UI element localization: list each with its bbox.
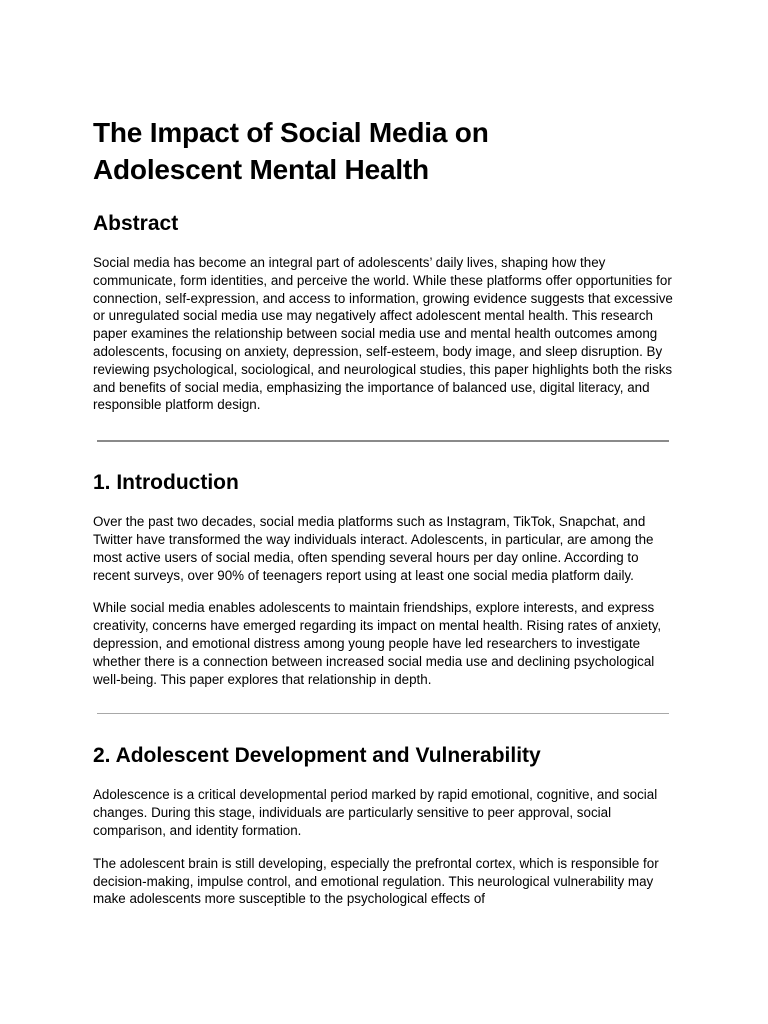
- introduction-paragraph-2: While social media enables adolescents to maintain friendships, explore interests, and express creativity, concerns have emerged regarding its impact on mental health. Rising rates of anxiety, depression, and emotional distress among young people have led researchers to investigate whether there is a connection between increased social media use and declining psychological well-being. This paper explores that relationship in depth.: [93, 600, 662, 687]
- document-page: [93, 114, 673, 908]
- document-title: [93, 114, 673, 188]
- development-heading: 2. Adolescent Development and Vulnerability: [93, 744, 541, 768]
- introduction-heading: 1. Introduction: [93, 471, 239, 495]
- development-paragraph-1: Adolescence is a critical developmental period marked by rapid emotional, cognitive, and social changes. During this stage, individuals are particularly sensitive to peer approval, social comparison, and identity formation.: [93, 787, 658, 838]
- abstract-heading: Abstract: [93, 212, 179, 235]
- abstract-paragraph: Social media has become an integral part of adolescents’ daily lives, shaping how they communicate, form identities, and perceive the world. While these platforms offer opportunities for connection, self-expression, and access to information, growing evidence suggests that excessive or unregulated social media use may negatively affect adolescent mental health. This research paper examines the relationship between social media use and mental health outcomes among adolescents, focusing on anxiety, depression, self-esteem, body image, and sleep disruption. By reviewing psychological, sociological, and neurological studies, this paper highlights both the risks and benefits of social media, emphasizing the importance of balanced use, digital literacy, and responsible platform design.: [93, 255, 673, 413]
- section-divider: [97, 713, 669, 714]
- introduction-paragraph-1: Over the past two decades, social media platforms such as Instagram, TikTok, Snapchat, and Twitter have transformed the way individuals interact. Adolescents, in particular, are among the most active users of social media, often spending several hours per day online. According to recent surveys, over 90% of teenagers report using at least one social media platform daily.: [93, 514, 654, 583]
- development-paragraph-2: The adolescent brain is still developing, especially the prefrontal cortex, which is responsible for decision-making, impulse control, and emotional regulation. This neurological vulnerability may make adolescents more susceptible to the psychological effects of: [93, 855, 659, 907]
- section-divider: [97, 440, 669, 442]
- title-line-1: The Impact of Social Media on: [93, 117, 489, 148]
- title-line-2: Adolescent Mental Health: [93, 154, 429, 185]
